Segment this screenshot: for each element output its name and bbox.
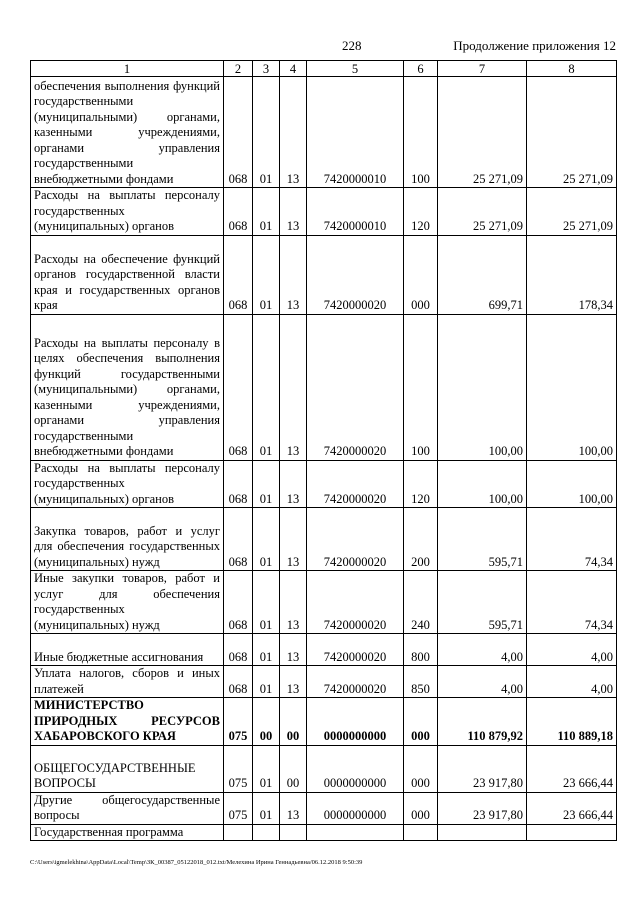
column-header: 3 — [253, 61, 280, 77]
amount-year-1: 23 917,80 — [438, 792, 527, 824]
code-section: 01 — [253, 77, 280, 188]
code-expense-type: 120 — [404, 460, 438, 508]
footer-file-path: C:\Users\igmelekhina\AppData\Local\Temp\ЗК_00387_05122018_012.txt/Мелехина Ирина Геннадьевна/06.12.2018 9:50:39 — [30, 859, 363, 866]
amount-year-1: 4,00 — [438, 666, 527, 698]
amount-year-1 — [438, 824, 527, 841]
code-expense-type: 850 — [404, 666, 438, 698]
table-row — [31, 745, 617, 792]
row-description: Иные закупки товаров, работ и услуг для обеспечения государственных (муниципальных) нужд — [31, 571, 224, 634]
code-expense-type: 000 — [404, 745, 438, 792]
code-expense-type: 100 — [404, 314, 438, 460]
table-row — [31, 824, 617, 841]
code-target-article: 7420000020 — [307, 235, 404, 314]
appendix-note: Продолжение приложения 12 — [453, 38, 616, 53]
code-subsection: 00 — [280, 698, 307, 746]
row-description: Расходы на выплаты персоналу государственных (муниципальных) органов — [31, 460, 224, 508]
table-header-row — [31, 61, 617, 77]
code-ministry: 068 — [224, 666, 253, 698]
code-section — [253, 824, 280, 841]
code-subsection: 13 — [280, 508, 307, 571]
amount-year-2: 23 666,44 — [527, 745, 617, 792]
amount-year-1: 110 879,92 — [438, 698, 527, 746]
amount-year-1: 699,71 — [438, 235, 527, 314]
code-ministry: 068 — [224, 634, 253, 666]
amount-year-2: 178,34 — [527, 235, 617, 314]
column-header: 1 — [31, 61, 224, 77]
row-description: Расходы на обеспечение функций органов государственной власти края и государственных органов края — [31, 235, 224, 314]
table-row — [31, 77, 617, 188]
code-section: 01 — [253, 666, 280, 698]
code-expense-type: 120 — [404, 188, 438, 236]
row-description: МИНИСТЕРСТВО ПРИРОДНЫХ РЕСУРСОВ ХАБАРОВСКОГО КРАЯ — [31, 698, 224, 746]
table-row — [31, 460, 617, 508]
code-section: 00 — [253, 698, 280, 746]
code-target-article: 0000000000 — [307, 792, 404, 824]
amount-year-1: 595,71 — [438, 571, 527, 634]
code-expense-type: 000 — [404, 235, 438, 314]
code-target-article: 0000000000 — [307, 745, 404, 792]
code-ministry: 068 — [224, 188, 253, 236]
table-row — [31, 188, 617, 236]
code-section: 01 — [253, 745, 280, 792]
code-target-article: 7420000020 — [307, 571, 404, 634]
amount-year-2: 74,34 — [527, 571, 617, 634]
code-target-article: 7420000020 — [307, 634, 404, 666]
code-ministry: 068 — [224, 235, 253, 314]
amount-year-1: 23 917,80 — [438, 745, 527, 792]
code-ministry — [224, 824, 253, 841]
code-ministry: 075 — [224, 792, 253, 824]
column-header: 7 — [438, 61, 527, 77]
budget-table — [30, 60, 617, 841]
column-header: 4 — [280, 61, 307, 77]
code-expense-type: 000 — [404, 698, 438, 746]
code-subsection: 13 — [280, 571, 307, 634]
amount-year-2: 100,00 — [527, 460, 617, 508]
code-subsection: 13 — [280, 460, 307, 508]
row-description: Расходы на выплаты персоналу в целях обеспечения выполнения функций государственными (муниципальными) органами, казенными учреждениями, органами управления государственными внебюджетными фондами — [31, 314, 224, 460]
code-subsection: 13 — [280, 314, 307, 460]
table-body — [31, 77, 617, 841]
code-ministry: 068 — [224, 571, 253, 634]
amount-year-2: 110 889,18 — [527, 698, 617, 746]
row-description: Государственная программа — [31, 824, 224, 841]
amount-year-1: 4,00 — [438, 634, 527, 666]
code-section: 01 — [253, 792, 280, 824]
code-section: 01 — [253, 235, 280, 314]
code-ministry: 075 — [224, 698, 253, 746]
code-ministry: 068 — [224, 77, 253, 188]
amount-year-2 — [527, 824, 617, 841]
code-section: 01 — [253, 460, 280, 508]
table-row — [31, 314, 617, 460]
amount-year-1: 100,00 — [438, 314, 527, 460]
amount-year-2: 4,00 — [527, 634, 617, 666]
column-header: 8 — [527, 61, 617, 77]
page-number: 228 — [342, 38, 362, 53]
row-description: Закупка товаров, работ и услуг для обеспечения государственных (муниципальных) нужд — [31, 508, 224, 571]
amount-year-1: 25 271,09 — [438, 188, 527, 236]
code-subsection: 13 — [280, 235, 307, 314]
amount-year-2: 4,00 — [527, 666, 617, 698]
table-row — [31, 698, 617, 746]
code-expense-type: 200 — [404, 508, 438, 571]
code-subsection: 13 — [280, 77, 307, 188]
code-subsection: 13 — [280, 634, 307, 666]
code-ministry: 068 — [224, 508, 253, 571]
amount-year-1: 100,00 — [438, 460, 527, 508]
code-expense-type — [404, 824, 438, 841]
code-target-article: 7420000010 — [307, 77, 404, 188]
table-row — [31, 571, 617, 634]
table-row — [31, 634, 617, 666]
code-section: 01 — [253, 571, 280, 634]
row-description: Расходы на выплаты персоналу государственных (муниципальных) органов — [31, 188, 224, 236]
table-row — [31, 508, 617, 571]
row-description: Уплата налогов, сборов и иных платежей — [31, 666, 224, 698]
code-subsection: 00 — [280, 745, 307, 792]
table-row — [31, 666, 617, 698]
code-section: 01 — [253, 314, 280, 460]
code-target-article — [307, 824, 404, 841]
code-target-article: 7420000010 — [307, 188, 404, 236]
code-target-article: 7420000020 — [307, 460, 404, 508]
row-description: обеспечения выполнения функций государственными (муниципальными) органами, казенными учреждениями, органами управления государственными внебюджетными фондами — [31, 77, 224, 188]
code-section: 01 — [253, 508, 280, 571]
amount-year-2: 74,34 — [527, 508, 617, 571]
code-section: 01 — [253, 634, 280, 666]
code-target-article: 7420000020 — [307, 666, 404, 698]
amount-year-2: 23 666,44 — [527, 792, 617, 824]
row-description: Другие общегосударственные вопросы — [31, 792, 224, 824]
code-subsection — [280, 824, 307, 841]
code-subsection: 13 — [280, 188, 307, 236]
amount-year-2: 25 271,09 — [527, 77, 617, 188]
code-target-article: 7420000020 — [307, 314, 404, 460]
column-header: 6 — [404, 61, 438, 77]
code-expense-type: 100 — [404, 77, 438, 188]
code-ministry: 068 — [224, 314, 253, 460]
code-section: 01 — [253, 188, 280, 236]
code-expense-type: 000 — [404, 792, 438, 824]
code-expense-type: 800 — [404, 634, 438, 666]
column-header: 2 — [224, 61, 253, 77]
row-description: ОБЩЕГОСУДАРСТВЕННЫЕ ВОПРОСЫ — [31, 745, 224, 792]
code-ministry: 075 — [224, 745, 253, 792]
amount-year-1: 595,71 — [438, 508, 527, 571]
code-target-article: 0000000000 — [307, 698, 404, 746]
column-header: 5 — [307, 61, 404, 77]
row-description: Иные бюджетные ассигнования — [31, 634, 224, 666]
amount-year-2: 100,00 — [527, 314, 617, 460]
code-ministry: 068 — [224, 460, 253, 508]
table-row — [31, 792, 617, 824]
code-expense-type: 240 — [404, 571, 438, 634]
code-subsection: 13 — [280, 666, 307, 698]
code-target-article: 7420000020 — [307, 508, 404, 571]
amount-year-1: 25 271,09 — [438, 77, 527, 188]
amount-year-2: 25 271,09 — [527, 188, 617, 236]
table-row — [31, 235, 617, 314]
code-subsection: 13 — [280, 792, 307, 824]
